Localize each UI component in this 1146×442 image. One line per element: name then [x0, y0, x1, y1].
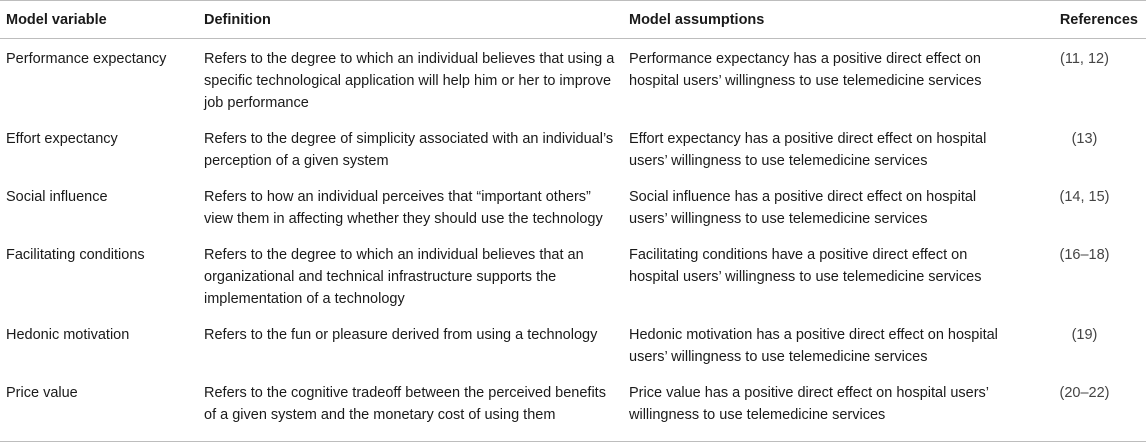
table-row [0, 315, 1146, 373]
cell-assumption: Facilitating conditions have a positive direct effect on hospital users’ willingness to use telemedicine services [629, 247, 982, 285]
cell-variable: Hedonic motivation [6, 327, 130, 343]
cell-assumption: Effort expectancy has a positive direct effect on hospital users’ willingness to use telemedicine services [629, 131, 987, 169]
cell-definition: Refers to the degree to which an individual believes that using a specific technological application will help him or her to improve job performance [204, 51, 615, 111]
table-row [0, 119, 1146, 177]
cell-assumption: Social influence has a positive direct effect on hospital users’ willingness to use telemedicine services [629, 189, 977, 227]
header-references: References [1023, 1, 1146, 39]
cell-references[interactable]: (13) [1071, 131, 1098, 147]
cell-definition: Refers to the degree to which an individual believes that an organizational and technical infrastructure supports the implementation of a technology [204, 247, 584, 307]
cell-definition: Refers to the cognitive tradeoff between the perceived benefits of a given system and the monetary cost of using them [198, 373, 623, 442]
cell-assumption: Hedonic motivation has a positive direct effect on hospital users’ willingness to use telemedicine services [629, 327, 998, 365]
table-row [0, 39, 1146, 120]
header-row [0, 1, 1146, 39]
cell-assumption: Performance expectancy has a positive direct effect on hospital users’ willingness to use telemedicine services [629, 51, 982, 89]
table-row [0, 373, 1146, 442]
cell-variable: Performance expectancy [6, 51, 167, 67]
cell-variable: Effort expectancy [6, 131, 118, 147]
cell-references[interactable]: (19) [1071, 327, 1098, 343]
cell-references[interactable]: (16–18) [1059, 247, 1110, 263]
cell-variable: Social influence [6, 189, 108, 205]
table-header [0, 1, 1146, 39]
header-model-assumptions: Model assumptions [623, 1, 1023, 39]
table-row [0, 177, 1146, 235]
cell-variable: Facilitating conditions [6, 247, 145, 263]
cell-definition: Refers to the fun or pleasure derived from using a technology [204, 327, 598, 343]
cell-references[interactable]: (20–22) [1023, 373, 1146, 442]
cell-definition: Refers to how an individual perceives that “important others” view them in affecting whether they should use the technology [204, 189, 603, 227]
cell-references[interactable]: (11, 12) [1060, 51, 1109, 67]
cell-assumption: Price value has a positive direct effect on hospital users’ willingness to use telemedicine services [623, 373, 1023, 442]
table-row [0, 235, 1146, 315]
table-body [0, 39, 1146, 442]
cell-references[interactable]: (14, 15) [1059, 189, 1110, 205]
header-definition: Definition [198, 1, 623, 39]
header-model-variable: Model variable [0, 1, 198, 39]
cell-definition: Refers to the degree of simplicity associated with an individual’s perception of a given system [204, 131, 614, 169]
cell-variable: Price value [0, 373, 198, 442]
